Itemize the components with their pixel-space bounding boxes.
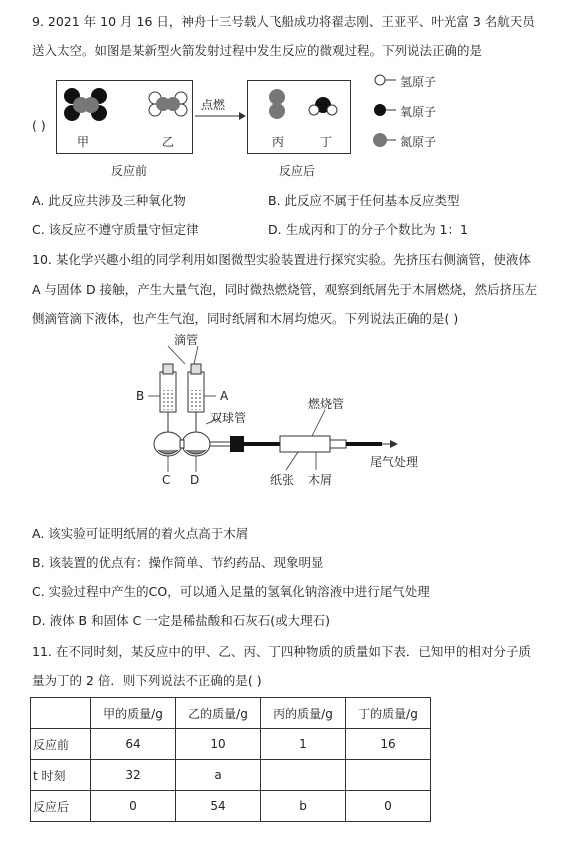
oxygen-atom-icon (374, 104, 386, 116)
q9-legend-icons (370, 72, 400, 152)
table-header-cell (31, 698, 91, 729)
q11-stem-line1: 11. 在不同时刻，某反应中的甲、乙、丙、丁四种物质的质量如下表．已知甲的相对分子质 (32, 644, 531, 659)
legend-nitrogen-label: 氮原子 (400, 135, 437, 149)
combustion-tube-label: 燃烧管 (308, 397, 345, 411)
solid-c-label: C (162, 473, 171, 487)
nitrogen-atom-icon (166, 97, 180, 111)
q9-caption-after: 反应后 (279, 164, 316, 178)
double-bulb-label: 双球管 (210, 411, 247, 425)
table-cell: 10 (176, 729, 261, 760)
legend-oxygen-label: 氧原子 (400, 105, 437, 119)
table-cell: 反应前 (31, 729, 91, 760)
q9-before-box (56, 80, 193, 154)
table-cell: t 时刻 (31, 760, 91, 791)
paper-label: 纸张 (270, 473, 295, 487)
q9-arrow-label: 点燃 (201, 98, 226, 112)
q9-option-a: A. 此反应共涉及三种氧化物 (32, 193, 186, 208)
q10-apparatus-diagram (130, 332, 440, 502)
hydrogen-atom-icon (309, 105, 319, 115)
table-header-cell: 甲的质量/g (91, 698, 176, 729)
q9-stem-line2: 送入太空。如图是某新型火箭发射过程中发生反应的微观过程。下列说法正确的是 (32, 43, 483, 58)
q9-label-jia: 甲 (77, 135, 90, 149)
q9-option-c: C. 该反应不遵守质量守恒定律 (32, 222, 199, 237)
table-cell: 16 (346, 729, 431, 760)
q9-caption-before: 反应前 (111, 164, 148, 178)
table-cell: 64 (91, 729, 176, 760)
table-cell: 0 (346, 791, 431, 822)
solid-d-label: D (190, 473, 200, 487)
nitrogen-atom-icon (373, 133, 387, 147)
table-row (31, 760, 431, 791)
q11-mass-table (30, 697, 431, 822)
nitrogen-atom-icon (269, 89, 285, 105)
table-row (31, 791, 431, 822)
nitrogen-atom-icon (269, 103, 285, 119)
q9-stem-line1: 9. 2021 年 10 月 16 日，神舟十三号载人飞船成功将翟志刚、王亚平、叶光富 3 名航天员 (32, 14, 535, 29)
q10-option-c: C. 实验过程中产生的CO，可以通入足量的氢氧化钠溶液中进行尾气处理 (32, 584, 430, 599)
table-cell: 54 (176, 791, 261, 822)
q10-option-b: B. 该装置的优点有：操作简单、节约药品、现象明显 (32, 555, 324, 570)
q9-option-d: D. 生成丙和丁的分子个数比为 1：1 (268, 222, 468, 237)
table-cell: 0 (91, 791, 176, 822)
q10-option-d: D. 液体 B 和固体 C 一定是稀盐酸和石灰石(或大理石) (32, 613, 331, 628)
table-header-cell: 丁的质量/g (346, 698, 431, 729)
q9-after-box (247, 80, 351, 154)
dropper-label: 滴管 (174, 333, 199, 347)
q9-label-ding: 丁 (320, 135, 333, 149)
table-cell: 32 (91, 760, 176, 791)
q9-option-b: B. 此反应不属于任何基本反应类型 (268, 193, 460, 208)
table-cell: 1 (261, 729, 346, 760)
table-row (31, 729, 431, 760)
table-header-cell: 丙的质量/g (261, 698, 346, 729)
hydrogen-atom-icon (327, 105, 337, 115)
nitrogen-atom-icon (83, 97, 99, 113)
q9-after-molecules (248, 81, 350, 153)
liquid-a-label: A (220, 389, 229, 403)
q9-answer-paren: ( ) (32, 118, 46, 133)
q9-label-yi: 乙 (162, 135, 175, 149)
q10-stem-line3: 侧滴管滴下液体，也产生气泡，同时纸屑和木屑均熄灭。下列说法正确的是( ) (32, 311, 459, 326)
q10-stem-line1: 10. 某化学兴趣小组的同学利用如图微型实验装置进行探究实验。先挤压右侧滴管，使液体 (32, 252, 531, 267)
table-cell: b (261, 791, 346, 822)
hydrogen-atom-icon (375, 75, 385, 85)
table-cell: a (176, 760, 261, 791)
q10-stem-line2: A 与固体 D 接触，产生大量气泡，同时微热燃烧管，观察到纸屑先于木屑燃烧，然后挤压左 (32, 282, 538, 297)
table-cell: 反应后 (31, 791, 91, 822)
q9-label-bing: 丙 (272, 135, 285, 149)
legend-hydrogen-label: 氢原子 (400, 75, 437, 89)
q10-option-a: A. 该实验可证明纸屑的着火点高于木屑 (32, 526, 249, 541)
table-header-cell: 乙的质量/g (176, 698, 261, 729)
q9-reaction-arrow-icon (193, 110, 247, 122)
q11-stem-line2: 量为丁的 2 倍．则下列说法不正确的是( ) (32, 673, 262, 688)
liquid-b-label: B (136, 389, 145, 403)
wood-label: 木屑 (308, 473, 333, 487)
table-cell (346, 760, 431, 791)
table-cell (261, 760, 346, 791)
exhaust-label: 尾气处理 (370, 455, 419, 469)
table-header-row (31, 698, 431, 729)
